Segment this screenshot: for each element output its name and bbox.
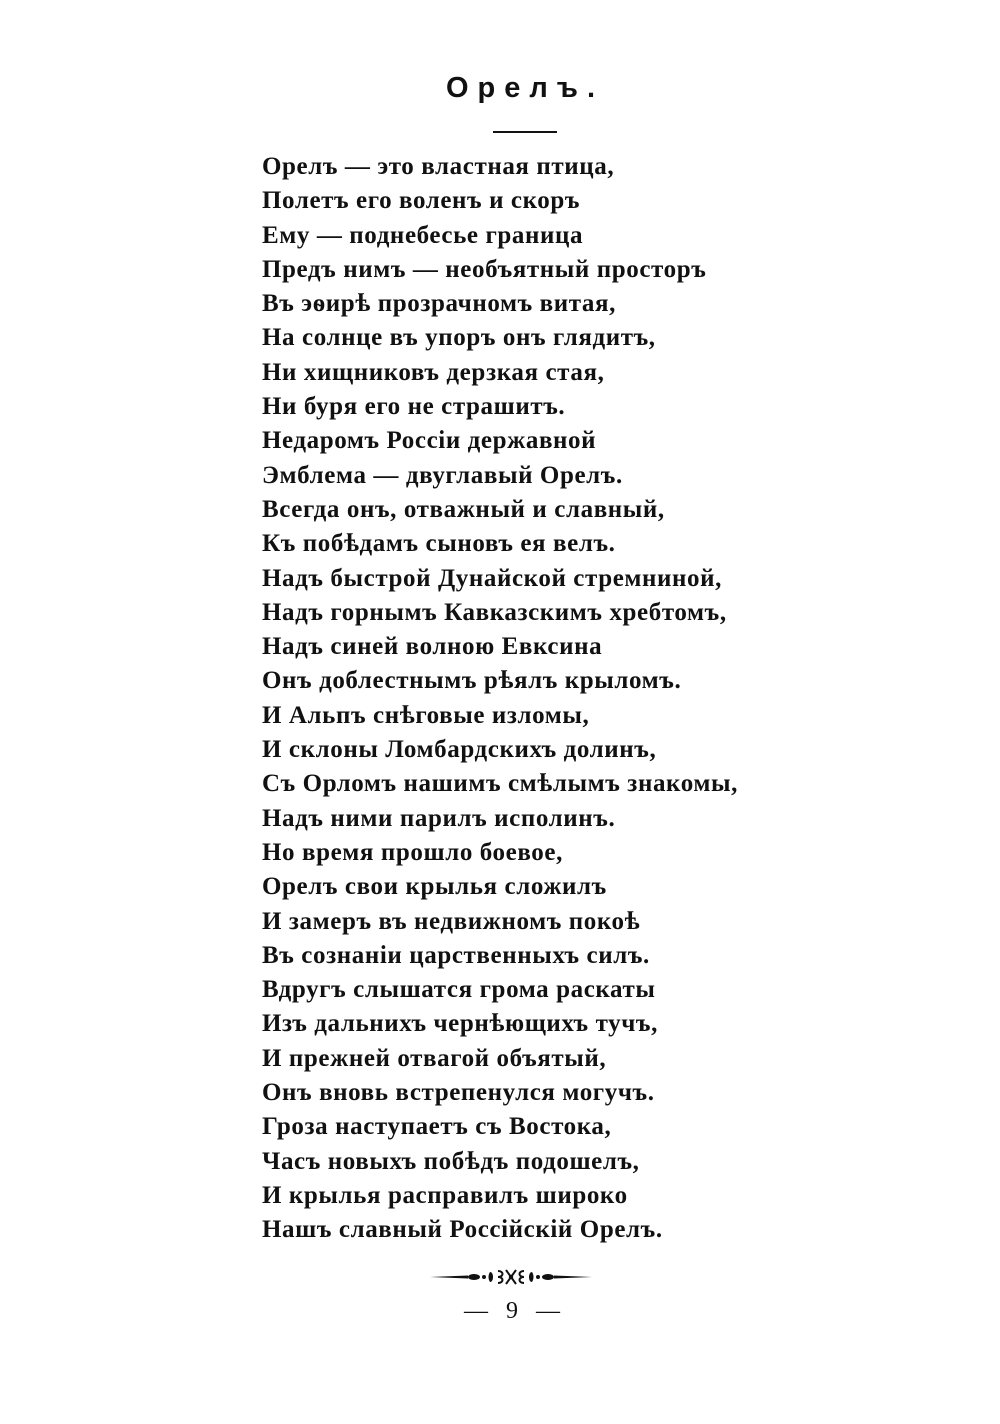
poem-line: Изъ дальнихъ чернѣющихъ тучъ,	[262, 1010, 658, 1038]
poem-line: Недаромъ Россіи державной	[262, 427, 597, 455]
poem-line: Онъ доблестнымъ рѣялъ крыломъ.	[262, 667, 682, 695]
page-number: — 9 —	[464, 1298, 566, 1324]
poem-line: Къ побѣдамъ сыновъ ея велъ.	[262, 530, 616, 558]
poem-line: Эмблема — двуглавый Орелъ.	[262, 461, 623, 489]
poem-line: Съ Орломъ нашимъ смѣлымъ знакомы,	[262, 770, 738, 798]
poem-line: Надъ быстрой Дунайской стремниной,	[262, 564, 722, 592]
poem-line: Предъ нимъ — необъятный просторъ	[262, 255, 707, 283]
poem-line: Орелъ — это властная птица,	[262, 153, 615, 180]
poem-line: Гроза наступаетъ съ Востока,	[262, 1113, 612, 1141]
poem-line: И склоны Ломбардскихъ долинъ,	[262, 736, 657, 764]
poem-line: Вдругъ слышатся грома раскаты	[262, 976, 656, 1004]
poem-line: Онъ вновь встрепенулся могучъ.	[262, 1079, 655, 1107]
poem-title: Орелъ.	[445, 72, 605, 104]
ornament-divider-icon	[428, 1268, 594, 1286]
poem-line: На солнце въ упоръ онъ глядитъ,	[262, 324, 656, 352]
poem-line: Надъ ними парилъ исполинъ.	[262, 804, 616, 832]
poem-line: И Альпъ снѣговые изломы,	[262, 701, 590, 729]
poem-line: Надъ горнымъ Кавказскимъ хребтомъ,	[262, 598, 727, 626]
poem-line: Нашъ славный Россійскій Орелъ.	[262, 1216, 663, 1244]
poem-line: Надъ синей волною Евксина	[262, 633, 603, 661]
title-divider	[493, 131, 557, 133]
poem-line: Ему — поднебесье граница	[262, 221, 584, 249]
poem-body	[262, 150, 782, 1248]
poem-line: Въ сознаніи царственныхъ силъ.	[262, 941, 650, 969]
poem-line: Полетъ его воленъ и скоръ	[262, 187, 581, 215]
poem-line: Но время прошло боевое,	[262, 838, 563, 866]
poem-line: И прежней отвагой объятый,	[262, 1044, 607, 1072]
poem-line: Орелъ свои крылья сложилъ	[262, 873, 607, 901]
poem-line: И замеръ въ недвижномъ покоѣ	[262, 907, 641, 935]
poem-line: И крылья расправилъ широко	[262, 1181, 628, 1209]
poem-line: Въ эѳирѣ прозрачномъ витая,	[262, 290, 616, 318]
poem-line: Часъ новыхъ побѣдъ подошелъ,	[262, 1147, 640, 1175]
poem-line: Ни хищниковъ дерзкая стая,	[262, 358, 605, 386]
poem-line: Всегда онъ, отважный и славный,	[262, 495, 665, 523]
poem-line: Ни буря его не страшитъ.	[262, 393, 566, 421]
